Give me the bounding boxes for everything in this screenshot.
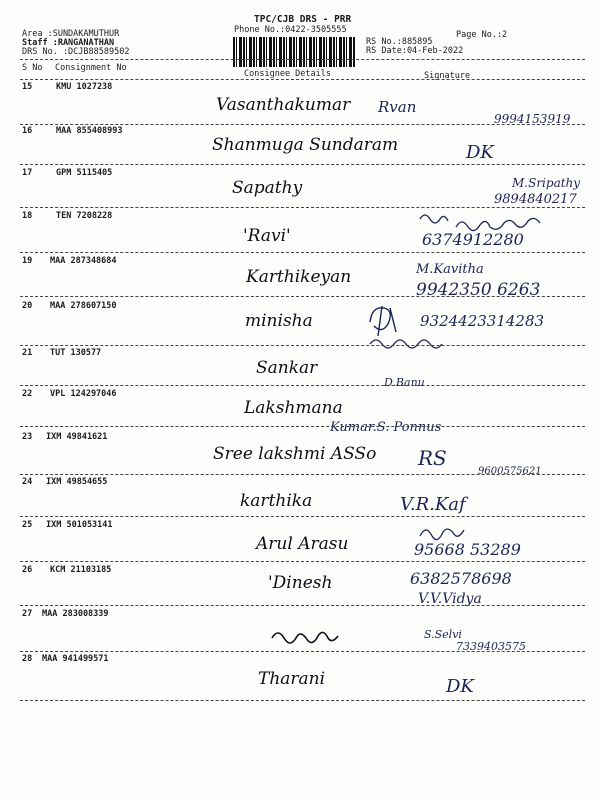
col-consignment: Consignment No	[55, 63, 127, 73]
phone-number: Phone No.:0422-3505555	[234, 25, 347, 35]
row-consignment: GPM 5115405	[56, 168, 113, 178]
row-sno: 22	[22, 389, 33, 399]
row-rule	[20, 124, 585, 125]
row-consignment: MAA 855408993	[56, 126, 123, 136]
col-signature: Signature	[424, 71, 471, 81]
row-sno: 24	[22, 477, 33, 487]
signature: S.Selvi	[424, 628, 462, 641]
col-sno: S No	[22, 63, 43, 73]
row-sno: 25	[22, 520, 33, 530]
consignee-name: 'Dinesh	[268, 573, 333, 593]
barcode	[233, 37, 355, 67]
header-rule	[20, 59, 585, 60]
signature-phone: 95668 53289	[414, 540, 521, 559]
signature: M.Kavitha	[416, 262, 484, 277]
signature-phone: 9324423314283	[420, 312, 545, 330]
signature: DK	[466, 142, 494, 163]
row-consignment: KCM 21103185	[50, 565, 112, 575]
row-sno: 28	[22, 654, 33, 664]
row-rule	[20, 561, 585, 562]
row-consignment: VPL 124297046	[50, 389, 117, 399]
row-consignment: MAA 283008339	[42, 609, 109, 619]
row-rule	[20, 516, 585, 517]
rs-number: RS No.:885895	[366, 37, 433, 47]
row-sno: 17	[22, 168, 33, 178]
row-rule	[20, 345, 585, 346]
row-rule	[20, 651, 585, 652]
consignee-name: Lakshmana	[244, 398, 343, 418]
row-consignment: IXM 49841621	[46, 432, 108, 442]
page-number: Page No.:2	[456, 30, 508, 40]
area: Area :SUNDAKAMUTHUR	[22, 29, 120, 39]
signature-phone: 6382578698	[410, 569, 512, 588]
row-rule	[20, 474, 585, 475]
row-rule	[20, 700, 585, 701]
signature: V.V.Vidya	[418, 591, 482, 607]
row-sno: 20	[22, 301, 33, 311]
row-consignment: TEN 7208228	[56, 211, 113, 221]
row-consignment: MAA 941499571	[42, 654, 109, 664]
rs-date: RS Date:04-Feb-2022	[366, 46, 464, 56]
signature-phone: 9600575621	[478, 466, 542, 477]
signature-scribble	[368, 334, 458, 350]
consignee-name: karthika	[240, 491, 313, 511]
staff: Staff :RANGANATHAN	[22, 38, 115, 48]
consignee-name: Arul Arasu	[256, 534, 349, 554]
row-sno: 23	[22, 432, 33, 442]
signature-phone: 9942350 6263	[416, 280, 541, 300]
row-rule	[20, 385, 585, 386]
row-consignment: IXM 49854655	[46, 477, 108, 487]
signature-phone: 7339403575	[456, 640, 526, 653]
row-consignment: IXM 501053141	[46, 520, 113, 530]
row-consignment: MAA 287348684	[50, 256, 117, 266]
row-rule	[20, 605, 585, 606]
row-consignment: TUT 130577	[50, 348, 102, 358]
signature-phone: 9994153919	[494, 112, 571, 126]
signature: D.Banu	[384, 376, 425, 389]
signature-phone: 9894840217	[494, 192, 577, 207]
header-rule-bottom	[20, 79, 585, 80]
consignee-name: 'Ravi'	[243, 226, 291, 246]
col-consignee: Consignee Details	[244, 69, 331, 79]
signature: M.Sripathy	[512, 176, 581, 190]
consignee-name: Vasanthakumar	[216, 95, 351, 115]
row-consignment: KMU 1027238	[56, 82, 113, 92]
consignee-name: Tharani	[258, 669, 326, 689]
tamil-name-scribble	[270, 626, 340, 648]
row-sno: 26	[22, 565, 33, 575]
row-sno: 27	[22, 609, 33, 619]
company-title: TPC/CJB DRS - PRR	[254, 14, 352, 25]
drs-number: DRS No. :DCJB88589502	[22, 47, 130, 57]
signature: DK	[446, 676, 474, 697]
signature: Rvan	[378, 98, 417, 116]
signature-phone: 6374912280	[422, 230, 524, 249]
signature: RS	[418, 446, 447, 470]
row-consignment: MAA 278607150	[50, 301, 117, 311]
row-sno: 21	[22, 348, 33, 358]
row-rule	[20, 426, 585, 427]
consignee-name: Karthikeyan	[246, 267, 352, 287]
consignee-name: Sree lakshmi ASSo	[213, 444, 377, 464]
consignee-name: Shanmuga Sundaram	[212, 135, 399, 155]
row-rule	[20, 252, 585, 253]
row-rule	[20, 164, 585, 165]
row-sno: 16	[22, 126, 33, 136]
row-sno: 15	[22, 82, 33, 92]
consignee-name: Sapathy	[232, 178, 303, 198]
signature-extra: Kumar.S. Ponnus	[330, 420, 442, 435]
consignee-name: minisha	[245, 311, 313, 331]
signature: V.R.Kaf	[400, 494, 466, 515]
consignee-name: Sankar	[256, 358, 318, 378]
row-sno: 18	[22, 211, 33, 221]
row-sno: 19	[22, 256, 33, 266]
row-rule	[20, 296, 585, 297]
